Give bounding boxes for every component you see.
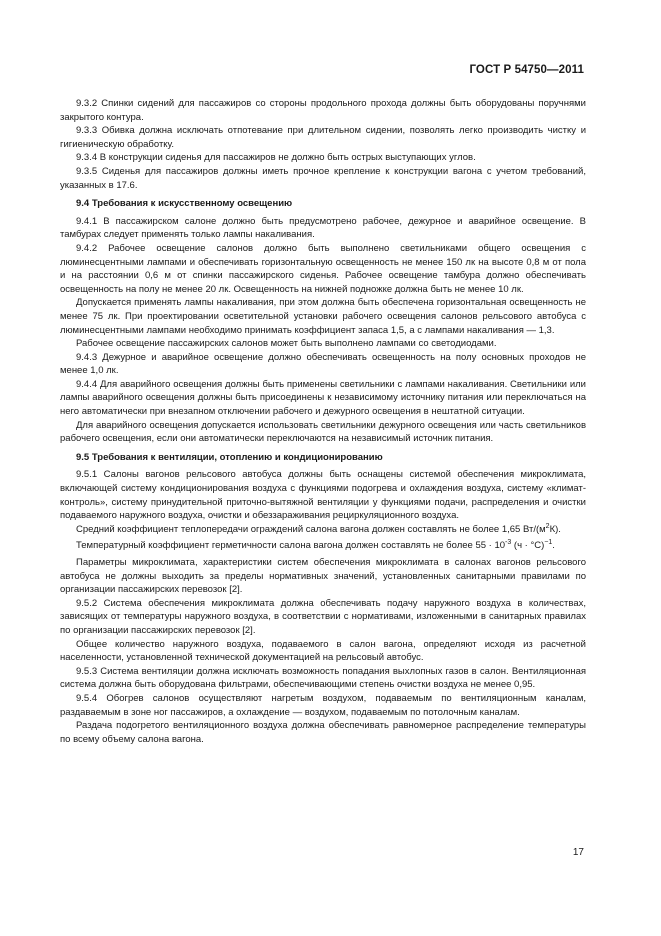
clause-9-5-4-note: Раздача подогретого вентиляционного воздуха должна обеспечивать равномерное распределение температуры по всему объему салона вагона. [60, 720, 586, 745]
clause-9-5-1-parameters: Параметры микроклимата, характеристики систем обеспечения микроклимата в салонах вагонов рельсового автобуса не должны выходить за пределы нормативных значений, установленных санитарными правилами по организации пассажирских перевозок [2]. [60, 557, 586, 596]
clause-9-3-4: 9.3.4 В конструкции сиденья для пассажиров не должно быть острых выступающих углов. [76, 152, 476, 164]
page-number: 17 [572, 847, 584, 858]
section-heading-9-5: 9.5 Требования к вентиляции, отоплению и кондиционированию [76, 451, 383, 463]
clause-9-4-4: 9.4.4 Для аварийного освещения должны быть применены светильники с лампами накаливания. Светильники или лампы аварийного освещения должны быть присоединены к независимому источнику питания или переключаться на него автоматически при внезапном отключении рабочего и дежурного освещения в нештатной ситуации. [60, 378, 586, 418]
clause-9-5-1: 9.5.1 Салоны вагонов рельсового автобуса должны быть оснащены системой обеспечения микроклимата, включающей систему кондиционирования воздуха с функциями подогрева и охлаждения воздуха, систему «климат-контроль», систему принудительной приточно-вытяжной вентиляции у функциями подачи, распределения и очистки подаваемого наружного воздуха, очистки и обеззараживания рециркуляционного воздуха. [60, 469, 586, 522]
tightness-unit-exponent: −1 [544, 539, 553, 547]
clause-9-3-5: 9.3.5 Сиденья для пассажиров должны иметь прочное крепление к конструкции вагона с учетом требований, указанных в 17.6. [60, 165, 586, 191]
document-body [60, 97, 586, 746]
tightness-exponent: -3 [505, 539, 512, 547]
clause-9-5-1-heat-transfer [60, 523, 586, 537]
clause-9-3-2: 9.3.2 Спинки сидений для пассажиров со стороны продольного прохода должны быть оборудованы поручнями закрытого контура. [60, 98, 586, 123]
clause-9-5-3: 9.5.3 Система вентиляции должна исключать возможность попадания выхлопных газов в салон. Вентиляционная система должна быть оборудована фильтрами, обеспечивающими степень очистки воздуха не менее 0,95. [60, 665, 586, 691]
section-heading-9-4: 9.4 Требования к искусственному освещению [76, 198, 293, 210]
tightness-text: Температурный коэффициент герметичности салона вагона должен составлять не более 55 · 10 [76, 540, 506, 552]
clause-9-3-3: 9.3.3 Обивка должна исключать отпотевание при длительном сидении, позволять легко производить чистку и гигиеническую обработку. [60, 125, 586, 150]
clause-9-4-2: 9.4.2 Рабочее освещение салонов должно быть выполнено светильниками общего освещения с люминесцентными лампами и обеспечивать горизонтальную освещенность не менее 150 лк на высоте 0,8 м от пола и на расстоянии 0,6 м от спинки пассажирского сиденья. Рабочее освещение тамбура должно обеспечивать освещенность на полу не менее 20 лк. Освещенность на нижней подножке должна быть не менее 10 лк. [60, 242, 586, 295]
clause-9-5-2: 9.5.2 Система обеспечения микроклимата должна обеспечивать подачу наружного воздуха в количествах, зависящих от температуры наружного воздуха, в соответствии с нормативами, изложенными в санитарных правилах по организации пассажирских перевозок [2]. [60, 597, 586, 636]
tightness-unit: (ч · °С) [511, 540, 545, 552]
document-id: ГОСТ Р 54750—2011 [469, 64, 584, 76]
clause-9-4-2-note-led: Рабочее освещение пассажирских салонов может быть выполнено лампами со светодиодами. [76, 338, 497, 350]
clause-9-4-1: 9.4.1 В пассажирском салоне должно быть предусмотрено рабочее, дежурное и аварийное освещение. В тамбурах следует применять только лампы накаливания. [60, 215, 586, 241]
heat-transfer-unit-tail: К). [549, 523, 561, 535]
clause-9-4-3: 9.4.3 Дежурное и аварийное освещение должно обеспечивать освещенность на полу основных проходов не менее 1,0 лк. [60, 351, 586, 377]
tightness-period: . [552, 540, 555, 552]
clause-9-5-4: 9.5.4 Обогрев салонов осуществляют нагретым воздухом, подаваемым по вентиляционным каналам, раздаваемым в зоне ног пассажиров, а охлаждение — воздухом, подаваемым по потолочным каналам. [60, 692, 586, 718]
clause-9-5-1-tightness [60, 539, 586, 553]
clause-9-4-4-note: Для аварийного освещения допускается использовать светильники дежурного освещения или часть светильников рабочего освещения, если они автоматически переключаются на независимый источник питания. [60, 419, 586, 445]
clause-9-5-2-note: Общее количество наружного воздуха, подаваемого в салон вагона, определяют исходя из расчетной населенности, установленной технической документацией на рельсовый автобус. [60, 638, 586, 664]
clause-9-4-2-note-incandescent: Допускается применять лампы накаливания, при этом должна быть обеспечена горизонтальная освещенность не менее 75 лк. При проектировании осветительной установки рабочего освещения салонов рельсового автобуса с люминесцентными лампами необходимо принимать коэффициент запаса 1,5, а с лампами накаливания — 1,3. [60, 297, 586, 336]
heat-transfer-exponent: 2 [545, 522, 550, 530]
heat-transfer-text: Средний коэффициент теплопередачи ограждений салона вагона должен составлять не более 1,65 Вт/(м [76, 523, 546, 535]
